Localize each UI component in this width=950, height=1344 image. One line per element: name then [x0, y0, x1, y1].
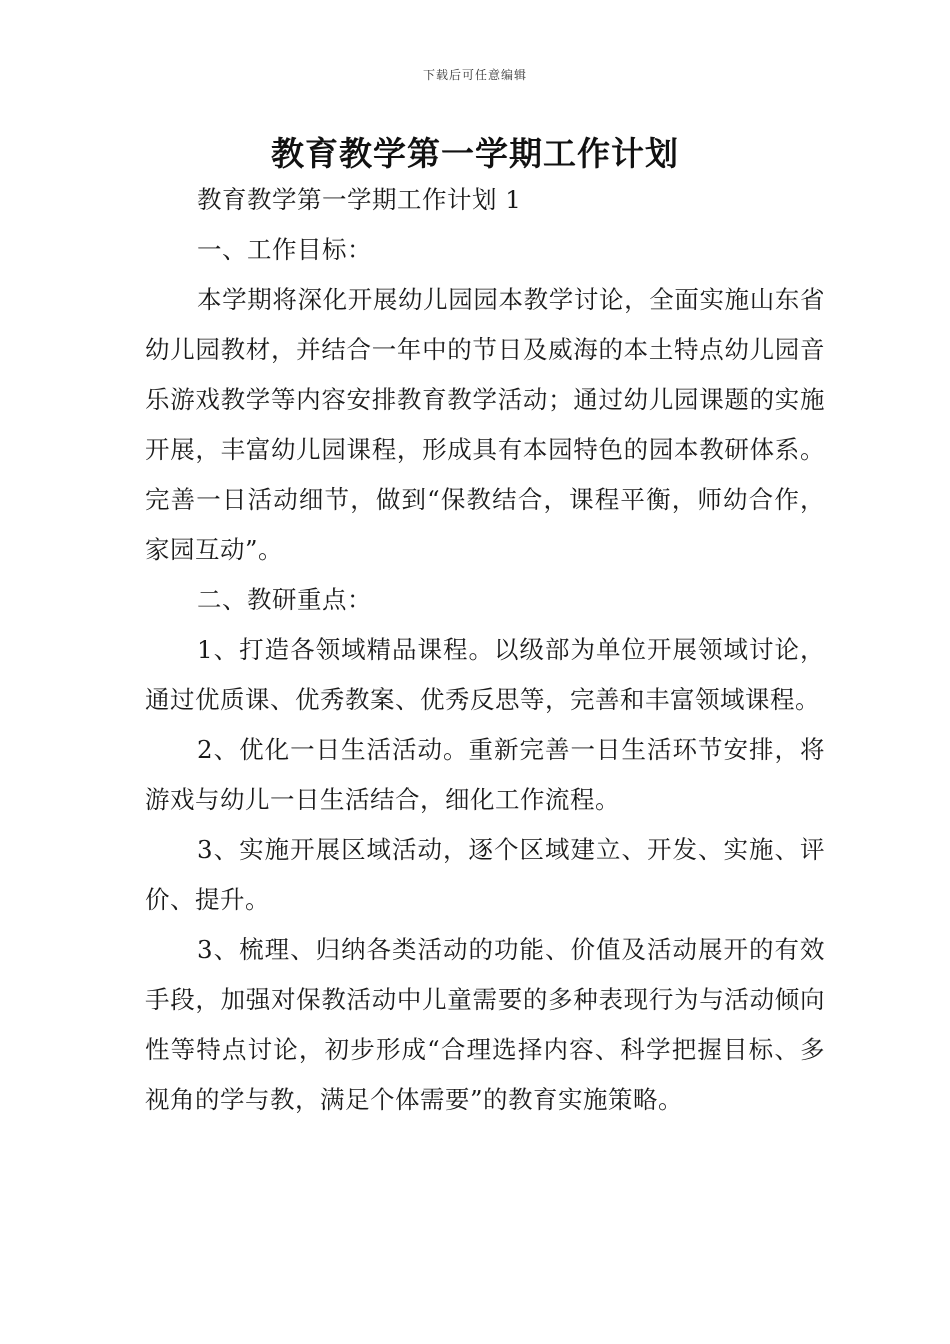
section-heading-goals: 一、工作目标：	[197, 235, 372, 264]
document-body	[145, 175, 825, 1125]
section-heading-research-focus: 二、教研重点：	[197, 585, 372, 614]
document-title: 教育教学第一学期工作计划	[271, 134, 679, 173]
header-note: 下载后可任意编辑	[422, 68, 527, 82]
focus-item-3: 3、实施开展区域活动，逐个区域建立、开发、实施、评价、提升。	[145, 835, 825, 914]
focus-item-4: 3、梳理、归纳各类活动的功能、价值及活动展开的有效手段，加强对保教活动中儿童需要的多种表现行为与活动倾向性等特点讨论，初步形成“合理选择内容、科学把握目标、多视角的学与教，满足个体需要”的教育实施策略。	[145, 935, 825, 1114]
goals-paragraph: 本学期将深化开展幼儿园园本教学讨论，全面实施山东省幼儿园教材，并结合一年中的节日及威海的本土特点幼儿园音乐游戏教学等内容安排教育教学活动；通过幼儿园课题的实施开展，丰富幼儿园课程，形成具有本园特色的园本教研体系。完善一日活动细节，做到“保教结合，课程平衡，师幼合作，家园互动”。	[145, 285, 825, 564]
focus-item-2: 2、优化一日生活活动。重新完善一日生活环节安排，将游戏与幼儿一日生活结合，细化工作流程。	[145, 735, 825, 814]
focus-item-1: 1、打造各领域精品课程。以级部为单位开展领域讨论，通过优质课、优秀教案、优秀反思等，完善和丰富领域课程。	[145, 635, 825, 714]
subtitle-paragraph: 教育教学第一学期工作计划 1	[197, 185, 522, 214]
